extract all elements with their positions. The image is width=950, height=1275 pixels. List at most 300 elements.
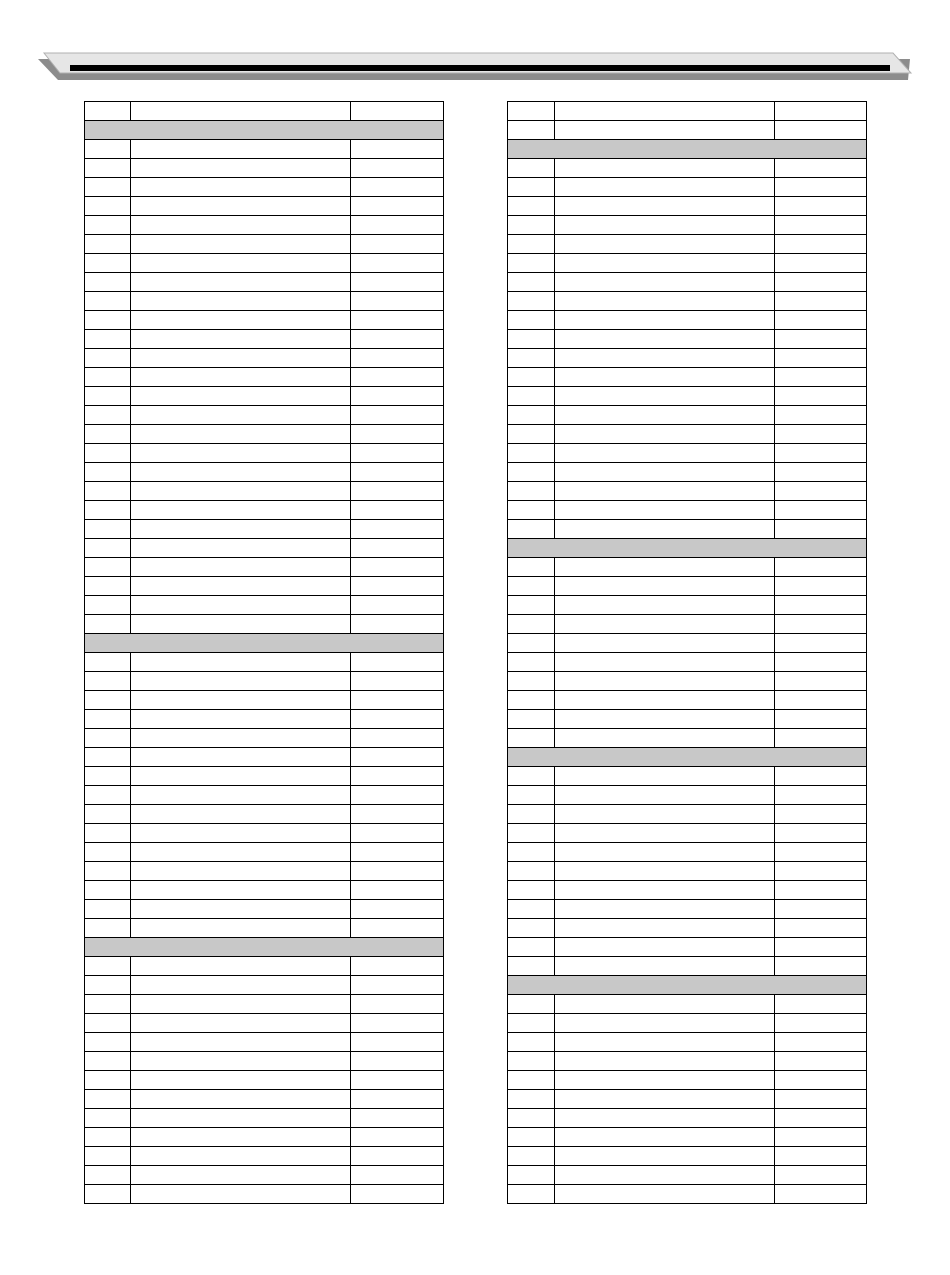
item-number-cell [85,653,131,672]
item-value-cell [775,938,867,957]
table-row [508,615,867,634]
item-name-cell [131,520,351,539]
table-row [85,178,444,197]
item-value-cell [775,881,867,900]
item-name-cell [555,881,775,900]
table-row [508,273,867,292]
item-number-cell [508,387,555,406]
item-name-cell [555,596,775,615]
item-name-cell [555,1052,775,1071]
table-row [85,957,444,976]
item-number-cell [508,919,555,938]
item-value-cell [775,235,867,254]
item-value-cell [775,786,867,805]
item-number-cell [508,596,555,615]
item-value-cell [775,558,867,577]
item-name-cell [555,463,775,482]
item-value-cell [351,311,444,330]
item-name-cell [555,349,775,368]
table-row [508,425,867,444]
item-number-cell [508,501,555,520]
item-name-cell [555,862,775,881]
item-number-cell [508,273,555,292]
table-row [508,672,867,691]
table-row [85,615,444,634]
item-value-cell [351,387,444,406]
item-number-cell [508,102,555,121]
item-number-cell [85,1014,131,1033]
item-name-cell [131,349,351,368]
item-number-cell [508,520,555,539]
item-value-cell [775,672,867,691]
item-number-cell [508,634,555,653]
table-row [508,102,867,121]
item-number-cell [85,406,131,425]
item-value-cell [351,539,444,558]
table-row [508,216,867,235]
item-value-cell [775,1090,867,1109]
item-number-cell [85,349,131,368]
item-name-cell [555,273,775,292]
item-value-cell [351,425,444,444]
item-name-cell [131,881,351,900]
item-value-cell [775,1071,867,1090]
table-row [85,1052,444,1071]
item-value-cell [775,710,867,729]
item-value-cell [775,178,867,197]
item-name-cell [555,1033,775,1052]
table-row [508,786,867,805]
item-number-cell [508,1071,555,1090]
item-number-cell [85,919,131,938]
table-row [508,957,867,976]
item-number-cell [85,159,131,178]
item-name-cell [555,1147,775,1166]
item-number-cell [508,1052,555,1071]
item-name-cell [131,1014,351,1033]
item-number-cell [508,577,555,596]
item-value-cell [775,862,867,881]
item-number-cell [85,767,131,786]
item-value-cell [351,273,444,292]
item-name-cell [555,387,775,406]
item-name-cell [555,1071,775,1090]
item-number-cell [85,1090,131,1109]
item-number-cell [85,786,131,805]
section-header-row [508,539,867,558]
table-row [85,995,444,1014]
table-row [85,1147,444,1166]
item-number-cell [508,767,555,786]
item-number-cell [85,425,131,444]
item-value-cell [351,691,444,710]
item-name-cell [131,444,351,463]
item-name-cell [131,615,351,634]
item-number-cell [85,748,131,767]
table-row [508,235,867,254]
item-value-cell [775,805,867,824]
table-row [508,919,867,938]
item-name-cell [131,748,351,767]
item-name-cell [131,178,351,197]
item-name-cell [555,938,775,957]
item-name-cell [131,767,351,786]
table-row [85,1109,444,1128]
item-name-cell [131,862,351,881]
table-row [85,520,444,539]
item-value-cell [775,653,867,672]
item-name-cell [555,1090,775,1109]
item-value-cell [351,1090,444,1109]
item-name-cell [555,482,775,501]
table-row [508,444,867,463]
parts-table-left [84,101,444,1204]
item-name-cell [131,197,351,216]
item-value-cell [775,900,867,919]
table-row [508,1033,867,1052]
item-value-cell [775,330,867,349]
item-name-cell [131,1147,351,1166]
item-value-cell [775,843,867,862]
item-name-cell [555,672,775,691]
item-name-cell [131,1071,351,1090]
item-number-cell [508,463,555,482]
item-value-cell [351,748,444,767]
item-value-cell [351,1128,444,1147]
table-row [508,767,867,786]
item-name-cell [555,558,775,577]
table-row [85,444,444,463]
item-number-cell [85,577,131,596]
item-value-cell [775,121,867,140]
item-value-cell [775,691,867,710]
item-name-cell [555,995,775,1014]
item-number-cell [508,558,555,577]
item-name-cell [131,729,351,748]
table-row [85,596,444,615]
item-number-cell [85,254,131,273]
table-row [508,1014,867,1033]
item-number-cell [508,900,555,919]
table-row [85,482,444,501]
table-row [85,197,444,216]
table-row [85,862,444,881]
table-row [85,805,444,824]
table-row [85,710,444,729]
item-name-cell [131,957,351,976]
table-row [85,824,444,843]
item-value-cell [351,197,444,216]
item-value-cell [775,349,867,368]
item-number-cell [85,311,131,330]
item-number-cell [85,292,131,311]
item-name-cell [555,710,775,729]
table-row [508,729,867,748]
section-header-row [508,140,867,159]
item-name-cell [555,501,775,520]
table-row [508,178,867,197]
item-value-cell [351,1071,444,1090]
item-name-cell [131,919,351,938]
item-number-cell [508,159,555,178]
item-number-cell [85,596,131,615]
item-name-cell [131,387,351,406]
item-value-cell [351,824,444,843]
table-row [85,254,444,273]
table-row [508,254,867,273]
item-number-cell [85,1166,131,1185]
item-value-cell [351,159,444,178]
section-header-row [85,121,444,140]
item-value-cell [351,216,444,235]
item-name-cell [131,900,351,919]
item-number-cell [85,1128,131,1147]
section-title [508,748,867,767]
item-value-cell [351,1014,444,1033]
item-name-cell [131,368,351,387]
item-name-cell [555,254,775,273]
item-number-cell [508,653,555,672]
item-value-cell [775,159,867,178]
item-name-cell [555,786,775,805]
table-row [508,900,867,919]
table-body [508,102,867,1204]
item-name-cell [131,216,351,235]
item-number-cell [508,729,555,748]
item-name-cell [131,406,351,425]
table-row [85,273,444,292]
table-row [85,672,444,691]
item-number-cell [508,881,555,900]
table-row [508,1090,867,1109]
item-number-cell [508,1033,555,1052]
item-number-cell [85,843,131,862]
table-row [508,520,867,539]
item-number-cell [85,729,131,748]
item-value-cell [351,1166,444,1185]
item-number-cell [85,368,131,387]
table-row [508,824,867,843]
table-row [85,786,444,805]
table-row [85,159,444,178]
table-row [85,539,444,558]
item-value-cell [775,1166,867,1185]
item-name-cell [131,672,351,691]
table-row [508,710,867,729]
item-value-cell [775,1014,867,1033]
item-value-cell [775,254,867,273]
table-row [508,1166,867,1185]
section-header-row [85,938,444,957]
item-number-cell [508,786,555,805]
item-value-cell [351,767,444,786]
table-row [508,349,867,368]
table-row [85,843,444,862]
item-number-cell [85,900,131,919]
item-number-cell [508,178,555,197]
item-value-cell [351,900,444,919]
table-row [85,387,444,406]
table-row [85,1033,444,1052]
table-row [508,938,867,957]
item-value-cell [351,1052,444,1071]
item-number-cell [85,140,131,159]
parts-table-right [507,101,867,1204]
item-number-cell [85,178,131,197]
item-name-cell [131,843,351,862]
item-name-cell [131,159,351,178]
item-value-cell [775,444,867,463]
table-row [508,862,867,881]
item-value-cell [351,558,444,577]
item-value-cell [351,1185,444,1204]
item-name-cell [555,653,775,672]
item-name-cell [131,1128,351,1147]
item-name-cell [555,159,775,178]
item-number-cell [85,672,131,691]
item-name-cell [131,539,351,558]
item-value-cell [351,1109,444,1128]
item-value-cell [775,197,867,216]
section-title [85,938,444,957]
item-value-cell [775,729,867,748]
item-number-cell [508,1109,555,1128]
item-value-cell [775,406,867,425]
table-row [508,197,867,216]
item-number-cell [508,368,555,387]
table-row [85,140,444,159]
item-name-cell [131,558,351,577]
item-number-cell [508,121,555,140]
table-row [508,558,867,577]
item-name-cell [555,824,775,843]
item-value-cell [351,805,444,824]
item-name-cell [555,1128,775,1147]
item-value-cell [351,843,444,862]
item-number-cell [508,672,555,691]
item-value-cell [775,387,867,406]
item-number-cell [85,501,131,520]
table-row [508,121,867,140]
item-value-cell [775,463,867,482]
item-name-cell [555,520,775,539]
item-name-cell [131,691,351,710]
table-row [508,1185,867,1204]
item-value-cell [351,729,444,748]
item-value-cell [351,577,444,596]
item-value-cell [775,596,867,615]
table-row [508,843,867,862]
item-number-cell [508,1128,555,1147]
item-name-cell [555,577,775,596]
item-number-cell [85,1147,131,1166]
item-value-cell [775,919,867,938]
item-value-cell [351,235,444,254]
item-name-cell [555,102,775,121]
item-number-cell [508,805,555,824]
item-value-cell [775,273,867,292]
item-value-cell [775,615,867,634]
item-value-cell [775,368,867,387]
item-number-cell [508,330,555,349]
table-row [85,1185,444,1204]
item-value-cell [351,615,444,634]
item-name-cell [555,900,775,919]
item-name-cell [555,957,775,976]
item-name-cell [555,368,775,387]
table-row [85,425,444,444]
item-name-cell [131,140,351,159]
table-row [85,368,444,387]
item-name-cell [555,235,775,254]
table-row [85,501,444,520]
item-name-cell [555,767,775,786]
item-number-cell [508,292,555,311]
table-row [508,463,867,482]
table-row [85,767,444,786]
item-number-cell [85,881,131,900]
item-number-cell [85,520,131,539]
item-value-cell [775,995,867,1014]
item-name-cell [131,1109,351,1128]
item-value-cell [775,1109,867,1128]
item-number-cell [508,311,555,330]
item-number-cell [85,1109,131,1128]
header-banner [0,0,950,90]
item-value-cell [775,311,867,330]
item-number-cell [85,235,131,254]
table-row [508,1071,867,1090]
item-value-cell [351,292,444,311]
table-body [85,102,444,1204]
item-number-cell [508,406,555,425]
item-number-cell [508,691,555,710]
item-name-cell [555,1014,775,1033]
item-value-cell [775,1185,867,1204]
item-value-cell [351,406,444,425]
item-number-cell [508,197,555,216]
item-value-cell [351,995,444,1014]
table-row [508,1109,867,1128]
table-row [508,159,867,178]
item-name-cell [131,995,351,1014]
item-value-cell [775,767,867,786]
item-number-cell [508,254,555,273]
table-row [85,216,444,235]
table-row [85,1014,444,1033]
table-row [85,330,444,349]
item-number-cell [85,615,131,634]
item-name-cell [131,824,351,843]
item-value-cell [775,102,867,121]
item-value-cell [351,1033,444,1052]
table-row [508,995,867,1014]
item-number-cell [85,463,131,482]
item-value-cell [351,919,444,938]
table-row [508,1128,867,1147]
table-row [508,311,867,330]
item-number-cell [85,197,131,216]
item-number-cell [85,1071,131,1090]
item-number-cell [85,273,131,292]
item-number-cell [85,957,131,976]
item-number-cell [508,235,555,254]
table-row [508,691,867,710]
item-number-cell [508,1147,555,1166]
item-number-cell [508,425,555,444]
table-row [508,881,867,900]
item-name-cell [555,634,775,653]
